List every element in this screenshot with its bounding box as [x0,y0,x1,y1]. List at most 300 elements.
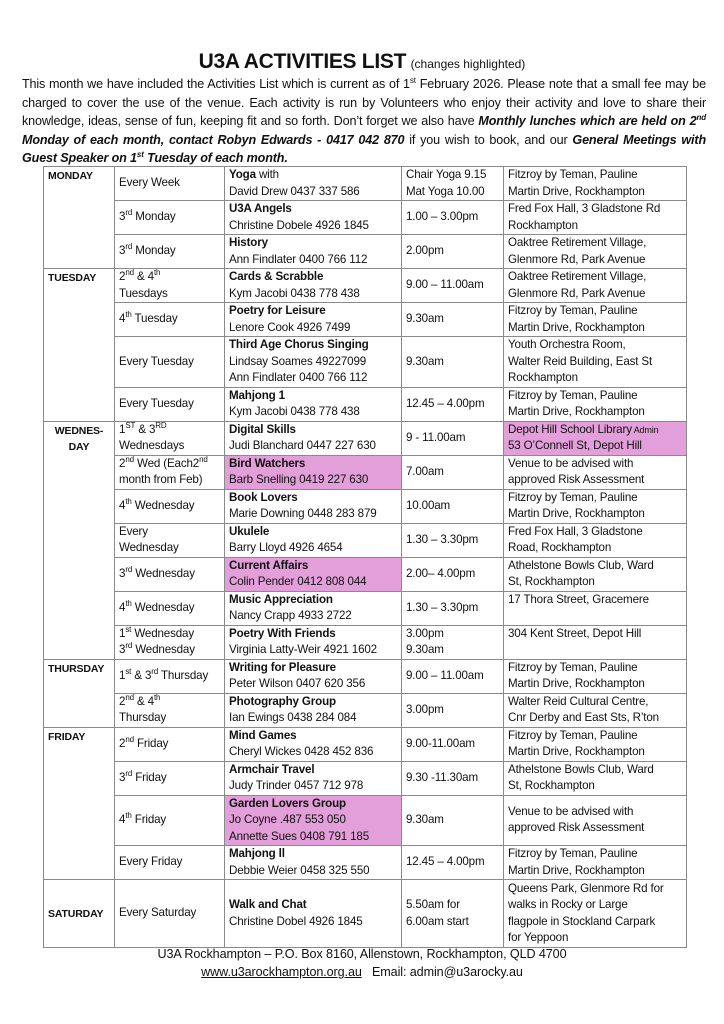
activity-name: Mind Games [229,728,297,742]
time-cell [402,489,504,523]
lunch-info: Monday of each month, contact Robyn Edwards - 0417 042 870 [22,132,405,147]
activity-contact: Colin Pender 0412 808 044 [229,575,367,588]
website-link[interactable]: www.u3arockhampton.org.au [201,965,362,979]
day-cell [44,659,115,727]
table-row [44,201,687,235]
venue-text: Martin Drive, Rockhampton [508,405,645,418]
when-line [119,812,220,829]
activity-contact: Kym Jacobi 0438 778 438 [229,286,360,300]
activity-name-line [229,762,397,779]
venue-cell [504,167,687,201]
when-line [119,600,220,617]
activity-contact: Ann Findlater 0400 766 112 [229,252,368,266]
activity-name-line [229,846,397,863]
time-cell [402,337,504,388]
schedule-cell [115,167,225,201]
venue-text: Fitzroy by Teman, Pauline [508,660,638,674]
when-text: & 4 [133,270,154,283]
venue-text: Martin Drive, Rockhampton [508,677,645,690]
table-row [44,387,687,421]
activity-contact: Judy Trinder 0457 712 978 [229,779,364,792]
venue-text: Rockhampton [508,371,578,384]
activity-cell [225,201,402,235]
when-text: Every Friday [119,855,183,869]
schedule-cell [115,659,225,693]
venue-text: Venue to be advised with [508,804,634,818]
when-sup: ST [125,421,136,430]
time-cell [402,387,504,421]
activity-cell [225,387,402,421]
schedule-cell [115,557,225,591]
when-sup: rd [151,666,159,676]
activity-name-line [229,796,397,813]
when-line [119,456,220,473]
activity-cell [225,761,402,795]
when-text: Wednesdays [119,439,185,452]
schedule-cell [115,455,225,489]
activity-name-line [229,388,397,405]
activity-name: Music Appreciation [229,592,333,606]
when-text: & 3 [131,668,152,682]
activity-name-line [229,456,397,473]
venue-text: Martin Drive, Rockhampton [508,184,645,198]
activity-contact: Barry Lloyd 4926 4654 [229,541,343,554]
when-sup: th [125,496,132,506]
time-text: 2.00– 4.00pm [406,566,476,580]
venue-text: Athelstone Bowls Club, Ward [508,762,654,776]
when-sup: th [125,310,132,320]
time-cell [402,795,504,846]
venue-text: Martin Drive, Rockhampton [508,320,645,334]
schedule-cell [115,235,225,269]
venue-cell [504,303,687,337]
time-cell [402,421,504,455]
table-row [44,795,687,846]
venue-text: 53 O’Connell St, Depot Hill [508,439,642,452]
when-sup: rd [125,564,133,574]
activities-table [43,166,687,948]
venue-text: Glenmore Rd, Park Avenue [508,252,646,266]
when-sup: th [125,811,132,821]
activity-cell [225,523,402,557]
activity-name: Writing for Pleasure [229,660,336,674]
schedule-cell [115,727,225,761]
when-text: Monday [132,210,176,224]
time-text: 1.30 – 3.30pm [406,600,479,614]
table-row [44,880,687,948]
activity-contact: Ann Findlater 0400 766 112 [229,371,368,384]
when-sup: st [125,666,132,676]
activity-name-line [229,728,397,745]
when-text: 3 [119,210,126,224]
table-row [44,761,687,795]
activity-contact: David Drew 0437 337 586 [229,184,360,198]
time-cell [402,523,504,557]
when-text: Friday [131,813,167,826]
footer [0,945,724,981]
when-text: Wednesday [131,498,195,512]
activity-cell [225,727,402,761]
when-text: Wednesday [131,626,194,640]
activity-cell [225,625,402,659]
day-label: MONDAY [48,170,93,182]
activity-cell [225,693,402,727]
when-line [119,736,220,753]
when-sup: rd [125,208,133,218]
when-text: 2 [119,270,126,283]
when-text: Tuesdays [119,286,168,300]
when-text: Thursday [158,668,209,682]
table-row [44,269,687,303]
table-row [44,167,687,201]
day-label: TUESDAY [48,272,97,284]
time-cell [402,880,504,948]
activity-contact: Christine Dobel 4926 1845 [229,914,363,928]
venue-cell [504,693,687,727]
venue-cell [504,625,687,659]
activity-cell [225,337,402,388]
activity-name: Third Age Chorus Singing [229,338,369,351]
table-row [44,727,687,761]
when-text: month from Feb) [119,473,203,486]
time-text: 12.45 – 4.00pm [406,396,485,410]
venue-cell [504,795,687,846]
venue-text: Oaktree Retirement Village, [508,270,647,283]
schedule-cell [115,269,225,303]
schedule-cell [115,421,225,455]
activity-contact: Marie Downing 0448 283 879 [229,507,377,520]
when-text: 4 [119,498,126,512]
activity-name: Yoga [229,168,256,181]
schedule-cell [115,303,225,337]
schedule-cell [115,846,225,880]
lunch-sup: nd [696,113,706,122]
when-text: Every Tuesday [119,354,194,368]
activity-contact: Lenore Cook 4926 7499 [229,320,351,334]
time-cell [402,625,504,659]
venue-cell [504,659,687,693]
when-text: Wednesday [132,643,195,656]
lunch-info: Monthly lunches which are held on 2 [478,114,697,129]
activity-contact: Lindsay Soames 49227099 [229,354,367,368]
schedule-cell [115,761,225,795]
activity-name: Cards & Scrabble [229,270,324,283]
when-sup: rd [125,242,133,252]
when-text: 3 [119,643,126,656]
time-text: 1.00 – 3.00pm [406,210,479,224]
activity-contact: Cheryl Wickes 0428 452 836 [229,745,374,758]
day-cell [44,727,115,880]
activity-cell [225,591,402,625]
activity-name-line [229,694,397,711]
venue-cell [504,727,687,761]
table-row [44,421,687,455]
venue-cell [504,880,687,948]
activity-name: Photography Group [229,694,336,708]
activity-name-line [229,201,397,218]
time-cell [402,303,504,337]
time-cell [402,659,504,693]
activity-name: Garden Lovers Group [229,796,346,810]
activity-cell [225,880,402,948]
time-text: 6.00am start [406,914,469,928]
table-row [44,489,687,523]
venue-cell [504,761,687,795]
activity-cell [225,269,402,303]
activity-cell [225,167,402,201]
venue-text: Road, Rockhampton [508,541,612,554]
activity-name-line [229,269,397,286]
table-row [44,625,687,659]
activity-name: U3A Angels [229,202,292,215]
venue-cell [504,455,687,489]
table-row [44,303,687,337]
meeting-info: Tuesday of each month. [143,151,288,166]
venue-note: Admin [631,424,659,435]
when-line [119,209,220,226]
day-cell [44,269,115,422]
activity-name: Ukulele [229,524,270,538]
title-main: U3A ACTIVITIES LIST [198,50,407,73]
day-label: WEDNES- [54,424,104,437]
meeting-sup: st [136,150,144,160]
when-text: Every Tuesday [119,396,194,410]
when-line [119,243,220,260]
when-text: Wednesday [119,541,179,554]
venue-text: Youth Orchestra Room, [508,338,626,351]
venue-text: Fred Fox Hall, 3 Gladstone [508,524,643,538]
venue-text: Fitzroy by Teman, Pauline [508,728,638,742]
table-row [44,235,687,269]
activity-cell [225,659,402,693]
activity-contact: Jo Coyne .487 553 050 [229,813,346,826]
when-text: Every Week [119,176,180,190]
footer-address: U3A Rockhampton – P.O. Box 8160, Allenstown, Rockhampton, QLD 4700 [157,947,567,961]
time-text: 9.00 – 11.00am [406,668,484,682]
title-subtitle: (changes highlighted) [410,57,526,71]
activity-name: Mahjong 1 [229,388,285,402]
when-line [119,422,220,439]
venue-cell [504,201,687,235]
when-sup: st [125,625,132,634]
venue-line [508,422,682,439]
time-text: 7.00am [406,464,444,478]
when-text: Every Saturday [119,906,197,920]
time-text: 9.30 -11.30am [406,770,478,784]
table-row [44,557,687,591]
when-sup: th [125,598,132,608]
when-line [119,269,220,286]
when-line [119,770,220,787]
table-row [44,591,687,625]
when-text: & 4 [133,694,154,708]
when-sup: nd [199,455,208,464]
intro-sup: st [409,75,416,85]
time-text: 12.45 – 4.00pm [406,855,485,869]
venue-cell [504,421,687,455]
venue-text: Fitzroy by Teman, Pauline [508,304,638,317]
venue-text: approved Risk Assessment [508,821,645,835]
table-row [44,455,687,489]
activity-name-line [229,592,397,609]
venue-text: Cnr Derby and East Sts, R’ton [508,711,659,724]
activity-name: Walk and Chat [229,898,307,911]
when-text: 3 [119,770,126,784]
activity-contact: Christine Dobele 4926 1845 [229,218,369,232]
activity-name-line [229,626,397,643]
time-cell [402,727,504,761]
time-text: 5.50am for [406,898,460,911]
day-label: THURSDAY [48,662,105,675]
activity-contact: Ian Ewings 0438 284 084 [229,711,357,724]
activity-cell [225,303,402,337]
venue-text: St, Rockhampton [508,575,595,588]
activity-cell [225,421,402,455]
meeting-info: General Meetings with Guest Speaker on 1 [22,132,706,166]
venue-text: 304 Kent Street, Depot Hill [508,626,642,640]
when-line [119,311,220,328]
venue-text: for Yeppoon [508,931,569,944]
schedule-cell [115,387,225,421]
activity-name-line [229,490,397,507]
venue-text: Depot Hill School Library [508,422,632,436]
intro-paragraph [22,75,706,168]
when-text: Thursday [119,711,167,724]
venue-text: Fitzroy by Teman, Pauline [508,168,638,181]
when-line [119,498,220,515]
when-text: 4 [119,312,126,326]
venue-text: Fitzroy by Teman, Pauline [508,490,638,504]
venue-text: Martin Drive, Rockhampton [508,745,645,758]
venue-text: Queens Park, Glenmore Rd for [508,881,664,895]
schedule-cell [115,523,225,557]
when-line [119,642,220,659]
activity-name-line [229,897,397,914]
time-text: 3.00pm [406,626,444,640]
venue-cell [504,489,687,523]
activity-name: Poetry With Friends [229,626,336,640]
when-text: 2 [119,694,126,708]
time-cell [402,761,504,795]
activity-contact: Debbie Weier 0458 325 550 [229,863,370,877]
venue-cell [504,337,687,388]
activity-name-line [229,303,397,320]
when-text: 1 [119,626,126,640]
intro-text: February 2026. Please note that a small fee may be charged to cover the use of the venue. Each activity is run by Volunteers who enjoy their activity and love to share their knowledge, ideas, sense of fun, keeping fit and so forth. Don’t forget we also have [22,77,706,129]
when-sup: nd [125,268,134,278]
table-row [44,693,687,727]
activity-name: Digital Skills [229,422,296,436]
venue-text: Walter Reid Building, East St [508,354,653,368]
activity-name-line [229,422,397,439]
intro-text: This month we have included the Activities List which is current as of 1 [22,77,410,91]
time-text: 9.30am [406,643,444,656]
table-row [44,337,687,388]
venue-text: flagpole in Stockland Carpark [508,914,656,928]
venue-cell [504,557,687,591]
venue-cell [504,523,687,557]
day-label: DAY [68,441,90,453]
venue-text: Martin Drive, Rockhampton [508,863,645,877]
footer-email: Email: admin@u3arocky.au [371,965,523,979]
when-text: 1 [119,668,126,682]
when-sup: th [153,693,161,702]
when-text: Wed (Each2 [133,456,200,470]
when-sup: nd [125,734,134,744]
venue-text: Glenmore Rd, Park Avenue [508,286,646,300]
when-text: 2 [119,456,126,470]
venue-cell [504,387,687,421]
time-cell [402,269,504,303]
venue-cell [504,235,687,269]
day-cell [44,880,115,948]
time-cell [402,235,504,269]
day-label: SATURDAY [48,907,104,920]
activity-name: Bird Watchers [229,456,306,470]
when-line [119,626,220,643]
time-text: 1.30 – 3.30pm [406,532,479,546]
when-text: Wednesday [132,566,195,580]
activity-name-line [229,524,397,541]
activity-cell [225,795,402,846]
day-cell [44,167,115,269]
time-text: 9.30am [406,813,444,826]
when-text: 3 [119,244,126,258]
day-label: FRIDAY [48,730,86,743]
when-text: 4 [119,813,126,826]
when-sup: nd [125,455,134,464]
when-sup: nd [125,693,134,702]
time-cell [402,201,504,235]
activity-name: Armchair Travel [229,762,315,776]
time-cell [402,167,504,201]
activity-name-suffix: with [255,168,279,181]
time-text: 10.00am [406,498,451,512]
venue-text: walks in Rocky or Large [508,898,628,911]
venue-text: 17 Thora Street, Gracemere [508,592,649,606]
page-title [0,50,724,74]
when-text: Tuesday [131,312,178,326]
when-sup: rd [125,641,133,651]
activity-contact: Barb Snelling 0419 227 630 [229,473,369,486]
when-text: Friday [133,736,169,750]
activity-cell [225,455,402,489]
venue-text: Fitzroy by Teman, Pauline [508,388,638,402]
time-cell [402,846,504,880]
when-sup: RD [155,421,167,430]
time-text: 9 - 11.00am [406,430,466,444]
schedule-cell [115,625,225,659]
when-text: 3 [119,566,126,580]
schedule-cell [115,489,225,523]
venue-text: Martin Drive, Rockhampton [508,507,645,520]
schedule-cell [115,201,225,235]
venue-text: Venue to be advised with [508,456,634,470]
venue-text: Fred Fox Hall, 3 Gladstone Rd [508,202,661,215]
when-text: Monday [132,244,176,258]
when-text: Wednesday [131,600,195,614]
time-text: 9.30am [406,312,444,326]
venue-text: Athelstone Bowls Club, Ward [508,558,654,572]
time-text: Mat Yoga 10.00 [406,184,485,198]
when-line [119,668,220,685]
activity-name-line [229,558,397,575]
when-text: 2 [119,736,126,750]
when-line [119,694,220,711]
venue-text: Rockhampton [508,218,578,232]
activity-name-line [229,337,397,354]
activity-contact: Annette Sues 0408 791 185 [229,829,370,843]
